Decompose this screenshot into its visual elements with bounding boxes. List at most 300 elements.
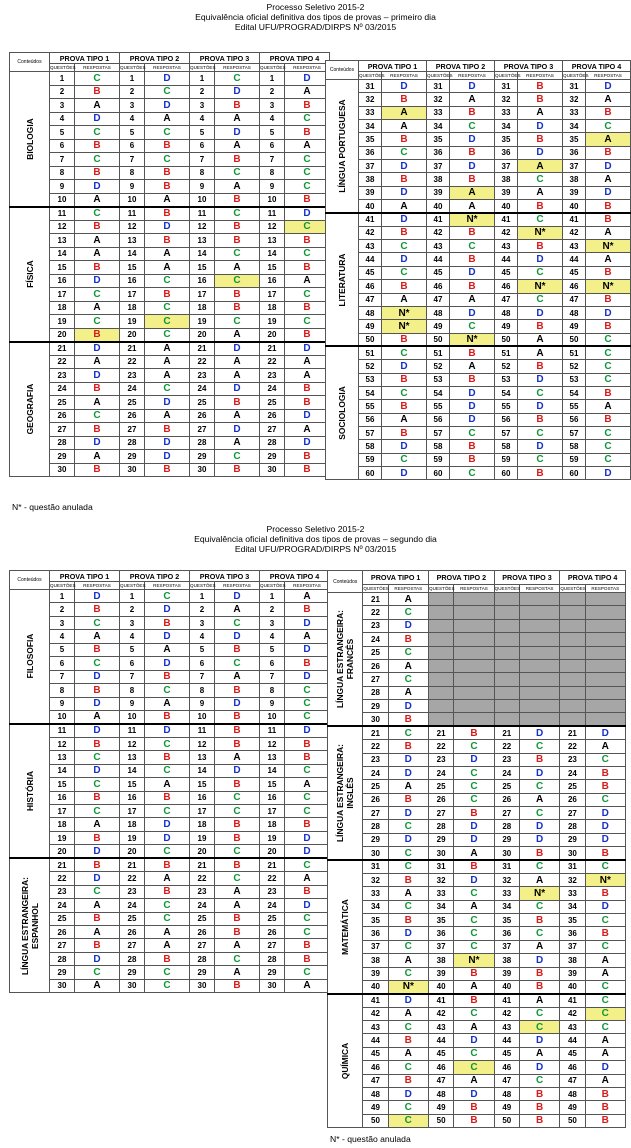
answer-cell: B (215, 301, 260, 315)
prova-tipo-2-header: PROVA TIPO 2 (427, 61, 495, 72)
answer-cell: D (518, 373, 563, 386)
answer-cell: B (450, 373, 495, 386)
question-number: 53 (495, 373, 518, 386)
answer-row (10, 831, 330, 844)
answer-cell: N* (518, 280, 563, 293)
question-number: 50 (427, 333, 450, 346)
questoes-subheader: QUESTÕES (494, 586, 521, 591)
answer-cell: N* (450, 213, 495, 226)
answer-cell: A (285, 139, 330, 153)
question-number: 28 (363, 686, 388, 699)
answer-cell: D (75, 180, 120, 194)
answer-cell: B (454, 807, 494, 820)
answer-cell: A (388, 954, 428, 967)
answer-cell: D (586, 160, 631, 173)
question-number: 17 (190, 805, 215, 818)
question-number: 26 (494, 793, 519, 806)
question-number: 13 (50, 751, 75, 764)
answer-cell: B (454, 726, 494, 739)
answer-cell: B (382, 133, 427, 146)
answer-cell: C (75, 315, 120, 329)
answer-cell: A (145, 409, 190, 423)
answer-cell: C (285, 153, 330, 167)
answer-cell: A (215, 409, 260, 423)
answer-cell: B (75, 737, 120, 750)
answer-cell: B (285, 328, 330, 342)
empty-cell (454, 646, 494, 659)
question-number: 22 (260, 872, 285, 885)
question-number: 16 (260, 274, 285, 288)
respostas-subheader: RESPOSTAS (75, 64, 120, 72)
answer-row (10, 684, 330, 697)
section-label-text: QUÍMICA (340, 1042, 351, 1080)
question-number: 21 (190, 342, 215, 356)
answer-cell: A (285, 590, 330, 603)
answer-row (326, 213, 631, 226)
answer-row (326, 200, 631, 213)
question-number: 49 (494, 1101, 519, 1114)
answer-row (10, 166, 330, 180)
section-label-text: LITERATURA (337, 253, 347, 307)
answer-cell: B (75, 139, 120, 153)
answer-cell: C (450, 120, 495, 133)
question-number: 47 (494, 1074, 519, 1087)
answer-cell: D (382, 213, 427, 226)
question-number: 32 (359, 93, 382, 106)
question-number: 23 (363, 619, 388, 632)
question-number: 21 (190, 858, 215, 871)
day1-header-edital: Edital UFU/PROGRAD/DIRPS Nº 03/2015 (234, 22, 397, 32)
question-number: 3 (260, 99, 285, 113)
answer-cell: B (145, 952, 190, 965)
question-number: 26 (560, 793, 585, 806)
prova-tipo-4-header: PROVA TIPO 4 (563, 61, 631, 72)
answer-row (328, 1074, 626, 1087)
tipo-header-row (328, 571, 626, 585)
answer-cell: B (145, 166, 190, 180)
question-number: 23 (363, 753, 388, 766)
questoes-subheader: QUESTÕES (495, 73, 521, 78)
answer-cell: A (145, 872, 190, 885)
question-number: 48 (495, 306, 518, 319)
answer-row (10, 858, 330, 871)
answer-cell: A (519, 873, 559, 886)
answer-cell: B (145, 710, 190, 723)
question-number: 38 (427, 173, 450, 186)
question-number: 58 (427, 440, 450, 453)
question-number: 30 (363, 713, 388, 726)
question-number: 25 (260, 912, 285, 925)
question-number: 43 (495, 240, 518, 253)
answer-row (328, 820, 626, 833)
answer-cell: C (285, 288, 330, 302)
day1-annulled-note: N* - questão anulada (12, 502, 93, 512)
question-number: 13 (120, 751, 145, 764)
answer-cell: B (75, 791, 120, 804)
answer-cell: C (145, 912, 190, 925)
question-number: 46 (363, 1061, 388, 1074)
question-number: 1 (260, 590, 285, 603)
question-number: 10 (120, 710, 145, 723)
answer-cell: B (285, 193, 330, 207)
answer-cell: C (75, 126, 120, 140)
empty-cell (519, 659, 559, 672)
question-number: 53 (359, 373, 382, 386)
answer-cell: C (145, 979, 190, 992)
answer-row (10, 845, 330, 858)
answer-cell: B (285, 657, 330, 670)
answer-row (10, 616, 330, 629)
column-subheader-row (10, 64, 330, 72)
answer-cell: D (519, 833, 559, 846)
answer-cell: C (285, 791, 330, 804)
question-number: 19 (120, 315, 145, 329)
section-label-text: LÍNGUA PORTUGUESA (337, 99, 347, 193)
question-number: 35 (429, 914, 454, 927)
answer-cell: C (585, 793, 625, 806)
question-number: 39 (359, 186, 382, 199)
answer-cell: C (215, 166, 260, 180)
answer-row (10, 450, 330, 464)
question-number: 58 (495, 440, 518, 453)
answer-cell: B (215, 684, 260, 697)
empty-cell (560, 700, 585, 713)
answer-row (10, 247, 330, 261)
question-number: 33 (363, 887, 388, 900)
answer-cell: A (75, 899, 120, 912)
question-number: 46 (427, 280, 450, 293)
question-number: 29 (429, 833, 454, 846)
question-number: 48 (563, 306, 586, 319)
conteudos-header: Conteúdos (10, 53, 50, 72)
answer-cell: B (285, 952, 330, 965)
question-number: 49 (560, 1101, 585, 1114)
answer-cell: C (285, 220, 330, 234)
empty-cell (560, 619, 585, 632)
empty-cell (429, 606, 454, 619)
answer-cell: D (382, 160, 427, 173)
answer-cell: D (450, 80, 495, 93)
answer-cell: B (585, 1114, 625, 1127)
question-number: 20 (50, 845, 75, 858)
column-subheader-row (10, 582, 330, 590)
question-number: 22 (494, 740, 519, 753)
question-number: 30 (260, 979, 285, 992)
answer-cell: D (586, 80, 631, 93)
answer-cell: A (454, 980, 494, 993)
empty-cell (519, 633, 559, 646)
answer-cell: C (450, 426, 495, 439)
answer-cell: B (388, 633, 428, 646)
question-number: 15 (260, 261, 285, 275)
answer-cell: A (75, 979, 120, 992)
question-number: 47 (563, 293, 586, 306)
question-number: 29 (120, 450, 145, 464)
answer-cell: D (145, 630, 190, 643)
answer-cell: A (215, 369, 260, 383)
answer-cell: C (145, 126, 190, 140)
answer-cell: C (75, 288, 120, 302)
question-number: 27 (190, 423, 215, 437)
question-number: 26 (429, 793, 454, 806)
answer-row (10, 643, 330, 656)
answer-cell: A (382, 200, 427, 213)
answer-cell: B (75, 463, 120, 477)
empty-cell (585, 606, 625, 619)
question-number: 38 (363, 954, 388, 967)
answer-row (10, 724, 330, 737)
answer-cell: C (75, 778, 120, 791)
answer-cell: A (145, 261, 190, 275)
answer-row (326, 373, 631, 386)
answer-cell: D (450, 386, 495, 399)
question-number: 13 (190, 751, 215, 764)
answer-row (328, 1101, 626, 1114)
question-number: 25 (260, 396, 285, 410)
question-number: 30 (50, 979, 75, 992)
question-number: 56 (563, 413, 586, 426)
answer-cell: D (382, 360, 427, 373)
question-number: 15 (50, 778, 75, 791)
answer-cell: C (145, 274, 190, 288)
question-number: 36 (495, 146, 518, 159)
question-number: 16 (190, 791, 215, 804)
day1-header-title: Processo Seletivo 2015-2 (266, 2, 365, 12)
question-number: 44 (563, 253, 586, 266)
answer-cell: A (145, 112, 190, 126)
answer-cell: B (586, 293, 631, 306)
questoes-subheader: QUESTÕES (563, 73, 589, 78)
answer-cell: D (75, 952, 120, 965)
answer-cell: A (145, 342, 190, 356)
question-number: 6 (260, 139, 285, 153)
question-number: 54 (359, 386, 382, 399)
question-number: 25 (363, 646, 388, 659)
answer-row (328, 833, 626, 846)
question-number: 38 (495, 173, 518, 186)
question-number: 25 (429, 780, 454, 793)
answer-cell: C (450, 466, 495, 479)
answer-cell: N* (382, 320, 427, 333)
answer-cell: D (75, 670, 120, 683)
answer-cell: B (145, 180, 190, 194)
question-number: 11 (50, 724, 75, 737)
empty-cell (519, 606, 559, 619)
question-number: 29 (363, 833, 388, 846)
section-label-text: BIOLOGIA (24, 118, 35, 160)
day1-header (0, 2, 631, 32)
answer-cell: C (145, 737, 190, 750)
day2-right-answer-table (327, 570, 626, 1128)
question-number: 8 (190, 166, 215, 180)
question-number: 59 (427, 453, 450, 466)
section-label (10, 72, 50, 207)
question-number: 55 (495, 400, 518, 413)
question-number: 40 (560, 980, 585, 993)
answer-cell: B (215, 710, 260, 723)
conteudos-header: Conteúdos (10, 571, 50, 590)
answer-cell: B (145, 670, 190, 683)
question-number: 35 (494, 914, 519, 927)
answer-cell: A (586, 133, 631, 146)
question-number: 52 (427, 360, 450, 373)
answer-row (326, 120, 631, 133)
empty-cell (429, 619, 454, 632)
question-number: 47 (560, 1074, 585, 1087)
question-number: 18 (260, 301, 285, 315)
answer-row (328, 700, 626, 713)
answer-row (328, 807, 626, 820)
question-number: 27 (120, 423, 145, 437)
answer-cell: D (585, 833, 625, 846)
answer-cell: A (75, 99, 120, 113)
question-number: 22 (190, 355, 215, 369)
answer-cell: B (75, 328, 120, 342)
question-number: 17 (120, 288, 145, 302)
answer-cell: B (519, 980, 559, 993)
answer-cell: N* (454, 954, 494, 967)
answer-cell: C (75, 751, 120, 764)
answer-cell: C (388, 900, 428, 913)
question-number: 12 (260, 737, 285, 750)
empty-cell (519, 713, 559, 726)
question-number: 26 (120, 925, 145, 938)
answer-cell: B (450, 440, 495, 453)
question-number: 57 (563, 426, 586, 439)
question-number: 51 (563, 346, 586, 359)
respostas-subheader: RESPOSTAS (145, 64, 190, 72)
answer-row (326, 160, 631, 173)
question-number: 11 (120, 207, 145, 221)
question-number: 28 (260, 436, 285, 450)
question-number: 32 (560, 873, 585, 886)
prova-tipo-1-header: PROVA TIPO 1 (359, 61, 427, 72)
answer-cell: B (215, 234, 260, 248)
answer-cell: N* (586, 240, 631, 253)
answer-cell: C (285, 966, 330, 979)
answer-row (326, 240, 631, 253)
question-number: 27 (120, 939, 145, 952)
question-number: 50 (363, 1114, 388, 1127)
answer-cell: B (215, 193, 260, 207)
answer-row (10, 342, 330, 356)
answer-cell: D (145, 831, 190, 844)
answer-cell: A (388, 780, 428, 793)
day2-header-title: Processo Seletivo 2015-2 (266, 524, 365, 534)
question-number: 32 (495, 93, 518, 106)
answer-cell: C (388, 606, 428, 619)
answer-cell: A (285, 778, 330, 791)
prova-tipo-3-header: PROVA TIPO 3 (190, 53, 260, 64)
answer-row (10, 939, 330, 952)
answer-cell: B (215, 858, 260, 871)
prova-tipo-3-header: PROVA TIPO 3 (495, 61, 563, 72)
empty-cell (519, 646, 559, 659)
section-label (326, 346, 359, 479)
question-number: 37 (429, 940, 454, 953)
question-number: 21 (363, 593, 388, 606)
answer-row (328, 914, 626, 927)
question-number: 43 (494, 1021, 519, 1034)
question-number: 21 (120, 858, 145, 871)
answer-cell: C (145, 845, 190, 858)
answer-cell: A (450, 200, 495, 213)
question-number: 40 (359, 200, 382, 213)
question-number: 8 (190, 684, 215, 697)
answer-cell: B (388, 740, 428, 753)
question-number: 4 (190, 630, 215, 643)
question-number: 17 (50, 805, 75, 818)
question-number: 5 (190, 643, 215, 656)
answer-cell: N* (518, 226, 563, 239)
question-number: 22 (363, 606, 388, 619)
answer-cell: B (145, 423, 190, 437)
answer-row (10, 818, 330, 831)
question-number: 24 (260, 899, 285, 912)
question-number: 23 (429, 753, 454, 766)
answer-row (10, 112, 330, 126)
answer-cell: C (145, 315, 190, 329)
answer-row (326, 360, 631, 373)
question-number: 45 (427, 266, 450, 279)
answer-row (328, 940, 626, 953)
question-number: 10 (190, 710, 215, 723)
question-number: 46 (429, 1061, 454, 1074)
day2-header (0, 524, 631, 554)
answer-cell: A (388, 686, 428, 699)
answer-row (10, 382, 330, 396)
question-number: 49 (495, 320, 518, 333)
section-label (10, 207, 50, 342)
question-number: 21 (50, 858, 75, 871)
answer-row (326, 186, 631, 199)
question-number: 41 (494, 994, 519, 1007)
answer-row (10, 952, 330, 965)
question-number: 42 (494, 1007, 519, 1020)
question-number: 43 (363, 1021, 388, 1034)
answer-row (328, 686, 626, 699)
answer-cell: C (75, 207, 120, 221)
answer-cell: D (382, 466, 427, 479)
answer-row (328, 1034, 626, 1047)
question-number: 34 (363, 900, 388, 913)
answer-cell: B (518, 413, 563, 426)
answer-cell: A (454, 900, 494, 913)
question-number: 28 (494, 820, 519, 833)
answer-cell: C (285, 858, 330, 871)
answer-cell: A (145, 355, 190, 369)
answer-cell: A (75, 925, 120, 938)
question-number: 25 (120, 912, 145, 925)
answer-cell: A (450, 360, 495, 373)
answer-cell: D (285, 342, 330, 356)
answer-cell: B (585, 887, 625, 900)
section-label-text: FILOSOFIA (24, 634, 35, 679)
question-number: 51 (427, 346, 450, 359)
answer-cell: N* (450, 333, 495, 346)
question-number: 21 (120, 342, 145, 356)
answer-row (328, 980, 626, 993)
question-number: 20 (190, 328, 215, 342)
answer-cell: B (585, 927, 625, 940)
answer-row (10, 355, 330, 369)
question-number: 16 (260, 791, 285, 804)
answer-cell: D (285, 899, 330, 912)
question-number: 10 (190, 193, 215, 207)
answer-cell: B (75, 939, 120, 952)
question-number: 24 (363, 633, 388, 646)
question-number: 2 (50, 603, 75, 616)
